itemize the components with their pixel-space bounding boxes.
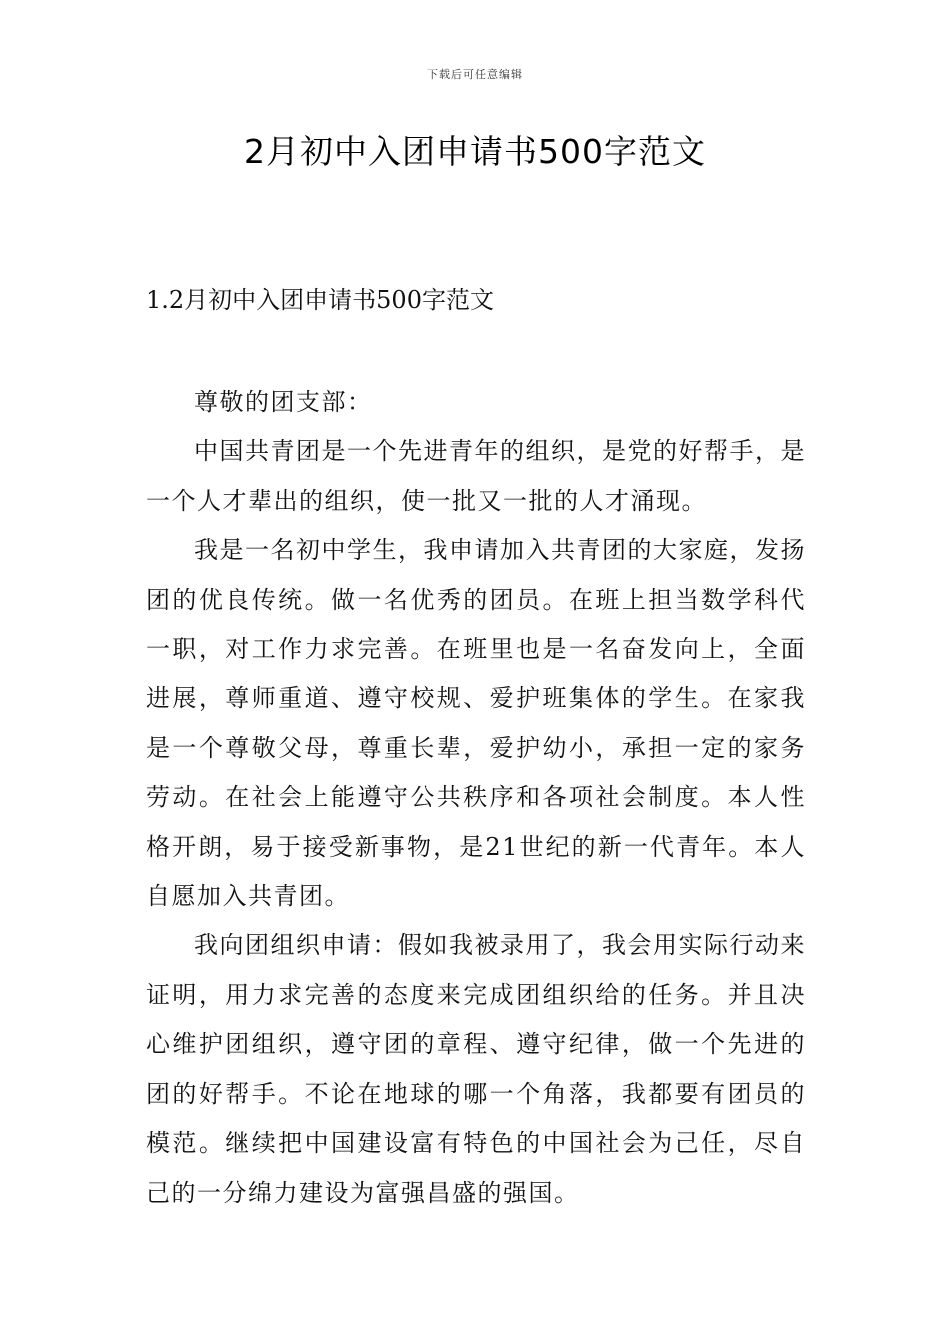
header-note: 下载后可任意编辑 <box>427 68 523 81</box>
body-paragraph-3: 我向团组织申请：假如我被录用了，我会用实际行动来证明，用力求完善的态度来完成团组织给的任务。并且决心维护团组织，遵守团的章程、遵守纪律，做一个先进的团的好帮手。不论在地球的哪一个角落，我都要有团员的模范。继续把中国建设富有特色的中国社会为己任，尽自己的一分绵力建设为富强昌盛的强国。 <box>146 931 806 1207</box>
document-body <box>146 378 806 1218</box>
salutation: 尊敬的团支部： <box>194 388 373 416</box>
body-paragraph-1: 中国共青团是一个先进青年的组织，是党的好帮手，是一个人才辈出的组织，使一批又一批的人才涌现。 <box>146 437 806 515</box>
body-paragraph-2: 我是一名初中学生，我申请加入共青团的大家庭，发扬团的优良传统。做一名优秀的团员。在班上担当数学科代一职，对工作力求完善。在班里也是一名奋发向上，全面进展，尊师重道、遵守校规、爱护班集体的学生。在家我是一个尊敬父母，尊重长辈，爱护幼小，承担一定的家务劳动。在社会上能遵守公共秩序和各项社会制度。本人性格开朗，易于接受新事物，是21世纪的新一代青年。本人自愿加入共青团。 <box>146 536 806 911</box>
document-title: 2月初中入团申请书500字范文 <box>244 132 706 171</box>
section-heading: 1.2月初中入团申请书500字范文 <box>146 286 494 314</box>
